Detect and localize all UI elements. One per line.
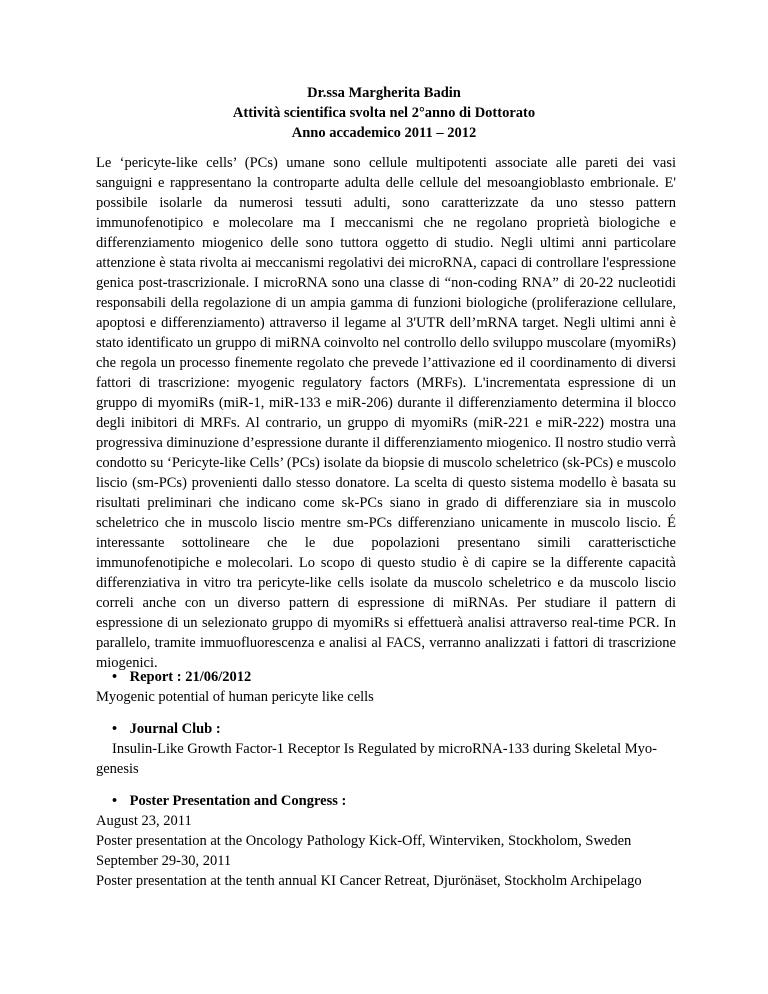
bullet-icon: •	[112, 793, 118, 809]
document-header	[0, 83, 768, 143]
poster-item-1: Poster presentation at the Oncology Pathology Kick-Off, Winterviken, Stockholom, Sweden	[96, 833, 632, 849]
bullet-icon: •	[112, 721, 118, 737]
journal-club-title: Journal Club :	[129, 721, 221, 737]
academic-year: Anno accademico 2011 – 2012	[291, 125, 477, 141]
bullet-icon: •	[112, 669, 118, 685]
journal-club-section	[96, 719, 676, 779]
poster-section	[96, 791, 676, 891]
poster-date-1: August 23, 2011	[96, 813, 192, 829]
document-subtitle: Attività scientifica svolta nel 2°anno di Dottorato	[232, 105, 536, 121]
abstract-paragraph: Le ‘pericyte-like cells’ (PCs) umane sono cellule multipotenti associate alle pareti dei vasi sanguigni e rappresentano la controparte adulta delle cellule del mesoangioblasto embrionale. E' possibile isolarle da numerosi tessuti adulti, sono caratterizzate da uno stesso pattern immunofenotipico e molecolare ma I meccanismi che ne regolano proprietà biologiche e differenziamento miogenico delle sono tuttora oggetto di studio. Negli ultimi anni particolare attenzione è stata rivolta ai meccanismi regolativi dei microRNA, capaci di controllare l'espressione genica post-trascrizionale. I microRNA sono una classe di “non-coding RNA” di 20-22 nucleotidi responsabili della regolazione di un ampia gamma di funzioni biologiche (proliferazione cellulare, apoptosi e differenziamento) attraverso il legame al 3'UTR dell’mRNA target. Negli ultimi anni è stato identificato un gruppo di miRNA coinvolto nel controllo dello sviluppo muscolare (myomiRs) che regola un processo finemente regolato che prevede l’attivazione ed il coordinamento di diversi fattori di trascrizione: myogenic regulatory factors (MRFs). L'incrementata espressione di un gruppo di myomiRs (miR-1, miR-133 e miR-206) durante il differenziamento determina il blocco degli inibitori di MRFs. Al contrario, un gruppo di myomiRs (miR-221 e miR-222) mostra una progressiva diminuzione d’espressione durante il differenziamento miogenico. Il nostro studio verrà condotto su ‘Pericyte-like Cells’ (PCs) isolate da biopsie di muscolo scheletrico (sk-PCs) e muscolo liscio (sm-PCs) provenienti dallo stesso donatore. La scelta di questo sistema modello è basata su risultati preliminari che indicano come sk-PCs siano in grado di differenziare sia in muscolo scheletrico che in muscolo liscio mentre sm-PCs differenziano unicamente in muscolo liscio. É interessante sottolineare che le due popolazioni presentano simili caratterisctiche immunofenotipiche e molecolari. Lo scopo di questo studio è di capire se la differente capacità differenziativa in vitro tra pericyte-like cells isolate da muscolo scheletrico e da muscolo liscio correli anche con un diverso pattern di espressione di miRNAs. Per studiare il pattern di espressione di un selezionato gruppo di myomiRs si effettuerà analisi attraverso real-time PCR. In parallelo, tramite immuofluorescenza e analisi al FACS, verranno analizzati i fattori di trascrizione miogenici.	[96, 155, 676, 671]
poster-item-2: Poster presentation at the tenth annual KI Cancer Retreat, Djurönäset, Stockholm Archipelago	[96, 873, 642, 889]
author-name: Dr.ssa Margherita Badin	[307, 85, 461, 101]
poster-date-2: September 29-30, 2011	[96, 853, 232, 869]
journal-club-text-line1: Insulin-Like Growth Factor-1 Receptor Is Regulated by microRNA-133 during Skeletal Myo-	[112, 741, 657, 757]
report-title: Report : 21/06/2012	[129, 669, 252, 685]
report-section	[96, 667, 676, 707]
journal-club-text-line2: genesis	[96, 761, 139, 777]
report-text: Myogenic potential of human pericyte like cells	[96, 689, 374, 705]
poster-title: Poster Presentation and Congress :	[129, 793, 347, 809]
